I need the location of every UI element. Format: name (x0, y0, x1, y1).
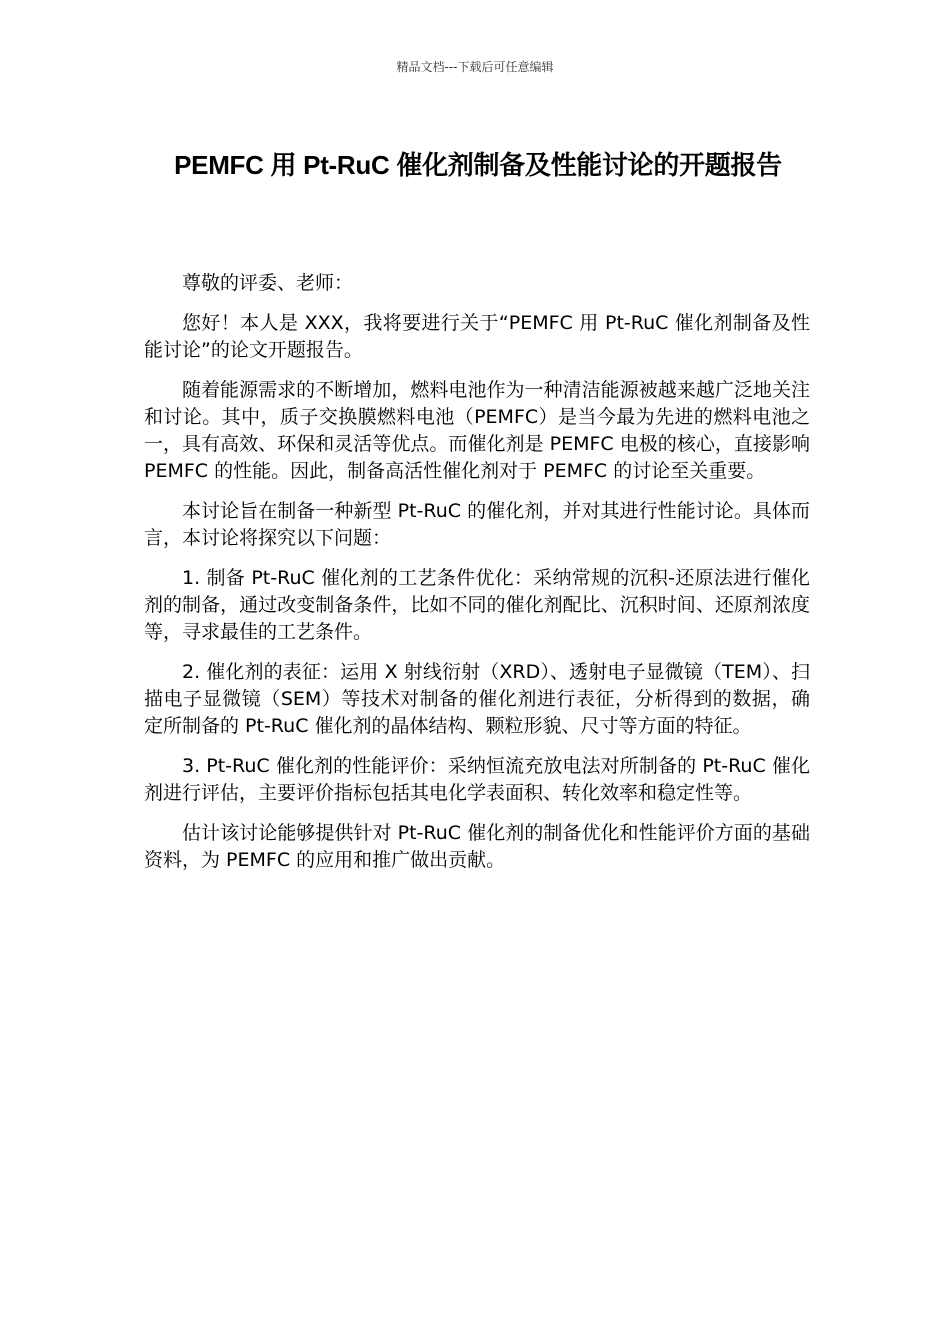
header-note: 精品文档---下载后可任意编辑 (396, 60, 554, 74)
conclusion-paragraph: 估计该讨论能够提供针对 Pt-RuC 催化剂的制备优化和性能评价方面的基础资料，为 PEMFC 的应用和推广做出贡献。 (144, 822, 810, 871)
item-1-paragraph: 1. 制备 Pt-RuC 催化剂的工艺条件优化：采纳常规的沉积-还原法进行催化剂的制备，通过改变制备条件，比如不同的催化剂配比、沉积时间、还原剂浓度等，寻求最佳的工艺条件。 (144, 567, 810, 643)
item-3-paragraph: 3. Pt-RuC 催化剂的性能评价：采纳恒流充放电法对所制备的 Pt-RuC 催化剂进行评估，主要评价指标包括其电化学表面积、转化效率和稳定性等。 (144, 755, 810, 804)
background-paragraph: 随着能源需求的不断增加，燃料电池作为一种清洁能源被越来越广泛地关注和讨论。其中，质子交换膜燃料电池（PEMFC）是当今最为先进的燃料电池之一，具有高效、环保和灵活等优点。而催化剂是 PEMFC 电极的核心，直接影响 PEMFC 的性能。因此，制备高活性催化剂对于 PEMFC 的讨论至关重要。 (144, 379, 810, 482)
intro-paragraph: 您好！本人是 XXX，我将要进行关于“PEMFC 用 Pt-RuC 催化剂制备及性能讨论”的论文开题报告。 (144, 312, 810, 361)
document-title: PEMFC 用 Pt-RuC 催化剂制备及性能讨论的开题报告 (174, 150, 782, 180)
document-body (144, 270, 810, 887)
objective-paragraph: 本讨论旨在制备一种新型 Pt-RuC 的催化剂，并对其进行性能讨论。具体而言，本讨论将探究以下问题： (144, 500, 810, 549)
salutation-paragraph: 尊敬的评委、老师： (182, 272, 354, 294)
item-2-paragraph: 2. 催化剂的表征：运用 X 射线衍射（XRD）、透射电子显微镜（TEM）、扫描电子显微镜（SEM）等技术对制备的催化剂进行表征，分析得到的数据，确定所制备的 Pt-RuC 催化剂的晶体结构、颗粒形貌、尺寸等方面的特征。 (144, 661, 810, 737)
